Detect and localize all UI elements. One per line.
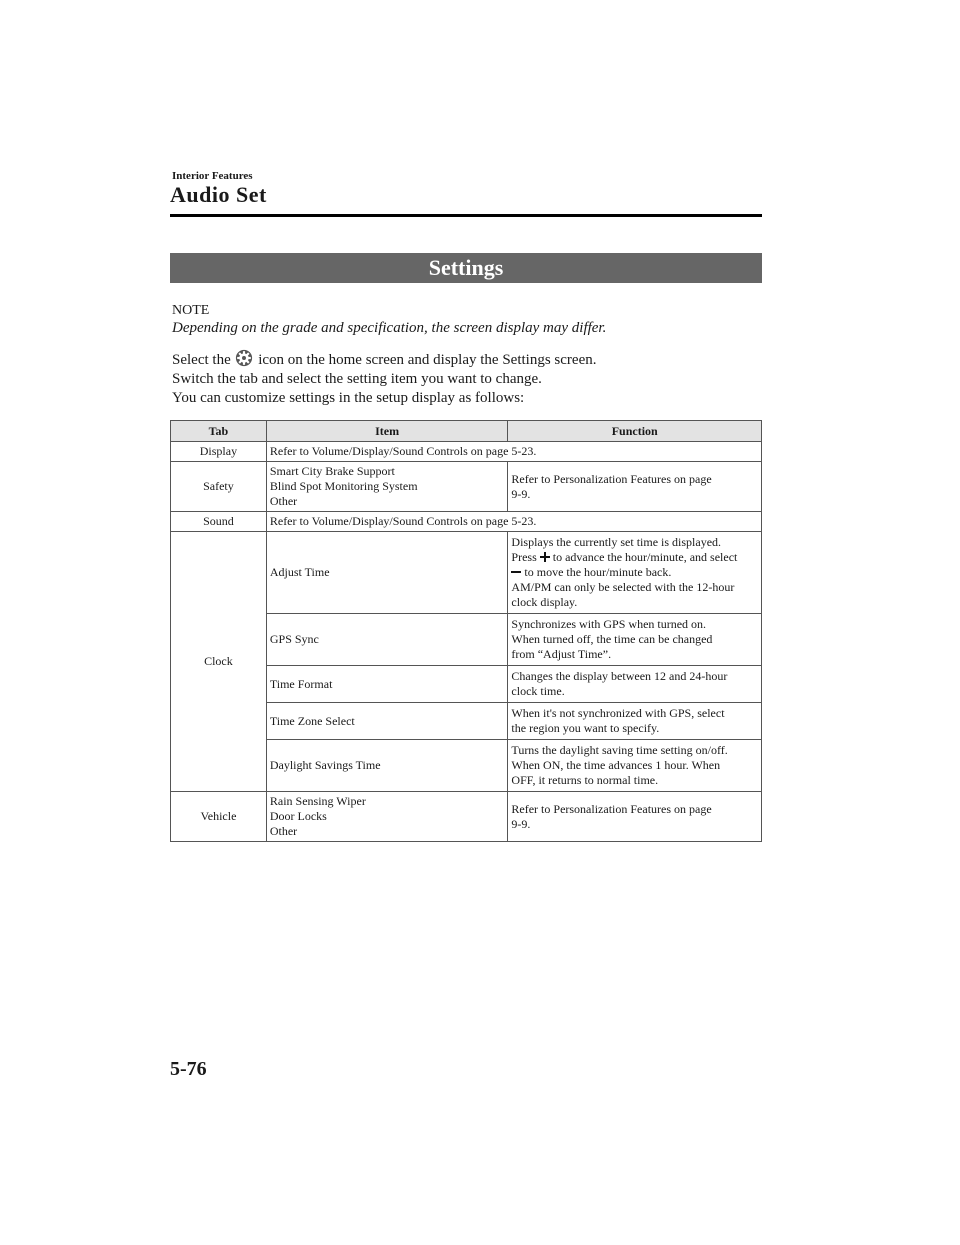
tab-cell-clock: Clock <box>171 532 267 792</box>
header-tab: Tab <box>171 421 267 442</box>
intro-line-2: Switch the tab and select the setting item you want to change. <box>172 371 542 387</box>
section-label: Interior Features <box>172 170 253 182</box>
intro-line-1-before: Select the <box>172 352 231 368</box>
function-line: Synchronizes with GPS when turned on. <box>511 617 707 631</box>
gear-icon <box>235 349 253 367</box>
list-item: Blind Spot Monitoring System <box>269 479 418 493</box>
minus-action: to move the hour/minute back. <box>524 565 672 579</box>
function-line <box>511 565 758 580</box>
function-line: 9-9. <box>511 486 531 501</box>
clock-function-gps-sync <box>508 614 762 666</box>
table-row-sound <box>171 512 762 532</box>
display-function: Refer to Volume/Display/Sound Controls on page 5-23. <box>266 442 761 462</box>
list-item: Door Locks <box>269 809 327 823</box>
function-line: clock display. <box>511 595 578 609</box>
clock-function-adjust-time <box>508 532 762 614</box>
clock-function-daylight <box>508 740 762 792</box>
function-line: Displays the currently set time is displayed. <box>511 535 722 549</box>
vehicle-items <box>266 792 508 842</box>
note-text: Depending on the grade and specification, the screen display may differ. <box>172 320 607 336</box>
intro-line-1-after: icon on the home screen and display the Settings screen. <box>258 352 597 368</box>
safety-function <box>508 462 762 512</box>
clock-item-gps-sync: GPS Sync <box>266 614 508 666</box>
list-item: Other <box>269 494 298 508</box>
table-row-safety <box>171 462 762 512</box>
tab-cell-safety: Safety <box>171 462 267 512</box>
chapter-title: Audio Set <box>170 182 267 207</box>
function-line: clock time. <box>511 684 565 698</box>
function-line: When it's not synchronized with GPS, select <box>511 706 725 720</box>
function-line: Turns the daylight saving time setting on/off. <box>511 743 728 757</box>
plus-icon <box>540 552 550 562</box>
vehicle-function <box>508 792 762 842</box>
function-line: Refer to Personalization Features on page <box>511 801 712 816</box>
table-row-display <box>171 442 762 462</box>
note-heading: NOTE <box>172 303 210 318</box>
clock-item-adjust-time: Adjust Time <box>266 532 508 614</box>
banner-title: Settings <box>428 255 504 280</box>
list-item: Other <box>269 824 298 838</box>
tab-cell-display: Display <box>171 442 267 462</box>
header-item: Item <box>266 421 508 442</box>
list-item: Rain Sensing Wiper <box>269 794 366 808</box>
table-row-vehicle <box>171 792 762 842</box>
sound-function: Refer to Volume/Display/Sound Controls on page 5-23. <box>266 512 761 532</box>
function-line: Changes the display between 12 and 24-hour <box>511 669 728 683</box>
list-item: Smart City Brake Support <box>269 464 395 478</box>
header-function: Function <box>508 421 762 442</box>
safety-items <box>266 462 508 512</box>
function-line: 9-9. <box>511 816 531 831</box>
intro-line-3: You can customize settings in the setup display as follows: <box>172 390 525 406</box>
minus-icon <box>511 567 521 577</box>
function-line: When turned off, the time can be changed <box>511 632 713 646</box>
table-header-row <box>171 421 762 442</box>
intro-text <box>172 349 762 408</box>
clock-item-daylight: Daylight Savings Time <box>266 740 508 792</box>
function-line <box>511 550 758 565</box>
page-number: 5-76 <box>170 1058 207 1080</box>
function-line: the region you want to specify. <box>511 721 660 735</box>
press-word: Press <box>511 550 537 564</box>
clock-function-time-zone <box>508 703 762 740</box>
tab-cell-sound: Sound <box>171 512 267 532</box>
plus-action: to advance the hour/minute, and select <box>552 550 738 564</box>
function-line: from “Adjust Time”. <box>511 647 612 661</box>
intro-line-1 <box>172 349 762 370</box>
settings-table <box>170 420 762 842</box>
function-line: When ON, the time advances 1 hour. When <box>511 758 721 772</box>
function-line: OFF, it returns to normal time. <box>511 773 659 787</box>
function-line: AM/PM can only be selected with the 12-hour <box>511 580 735 594</box>
clock-item-time-zone: Time Zone Select <box>266 703 508 740</box>
chapter-rule <box>170 214 762 217</box>
tab-cell-vehicle: Vehicle <box>171 792 267 842</box>
function-line: Refer to Personalization Features on page <box>511 471 712 486</box>
clock-item-time-format: Time Format <box>266 666 508 703</box>
clock-function-time-format <box>508 666 762 703</box>
settings-banner <box>170 253 762 283</box>
table-row-clock-adjust <box>171 532 762 614</box>
